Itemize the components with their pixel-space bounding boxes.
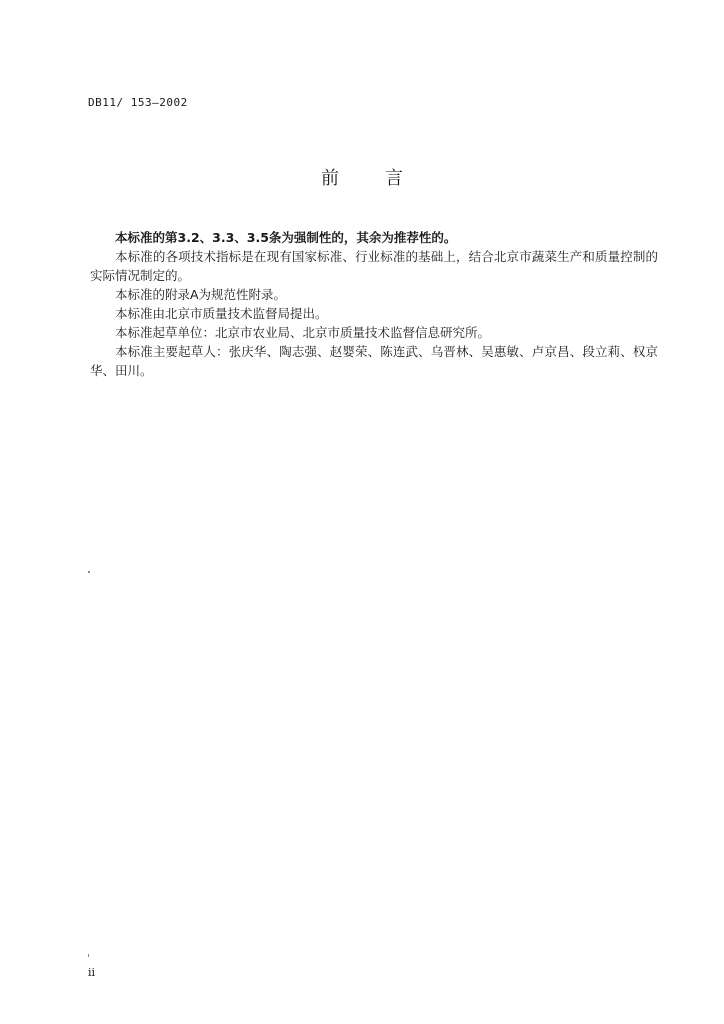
scan-dot	[88, 571, 90, 573]
title-char-2: 言	[385, 168, 403, 189]
document-code: DB11/ 153—2002	[88, 96, 188, 109]
paragraph-basis: 本标准的各项技术指标是在现有国家标准、行业标准的基础上，结合北京市蔬菜生产和质量控制的实际情况制定的。	[90, 249, 658, 283]
paragraph-proposer: 本标准由北京市质量技术监督局提出。	[115, 306, 328, 321]
page-title	[0, 164, 724, 190]
title-char-1: 前	[321, 168, 339, 189]
paragraph-appendix: 本标准的附录A为规范性附录。	[115, 287, 287, 302]
foreword-body	[90, 228, 658, 380]
paragraph-drafting-units: 本标准起草单位：北京市农业局、北京市质量技术监督信息研究所。	[115, 325, 491, 340]
paragraph-drafters: 本标准主要起草人：张庆华、陶志强、赵婴荣、陈连武、乌晋林、吴惠敏、卢京昌、段立莉、权京华、田川。	[90, 344, 658, 378]
page-number: ii	[88, 966, 96, 979]
scan-tick	[88, 954, 89, 957]
paragraph-mandatory-clauses: 本标准的第3.2、3.3、3.5条为强制性的，其余为推荐性的。	[115, 230, 457, 245]
